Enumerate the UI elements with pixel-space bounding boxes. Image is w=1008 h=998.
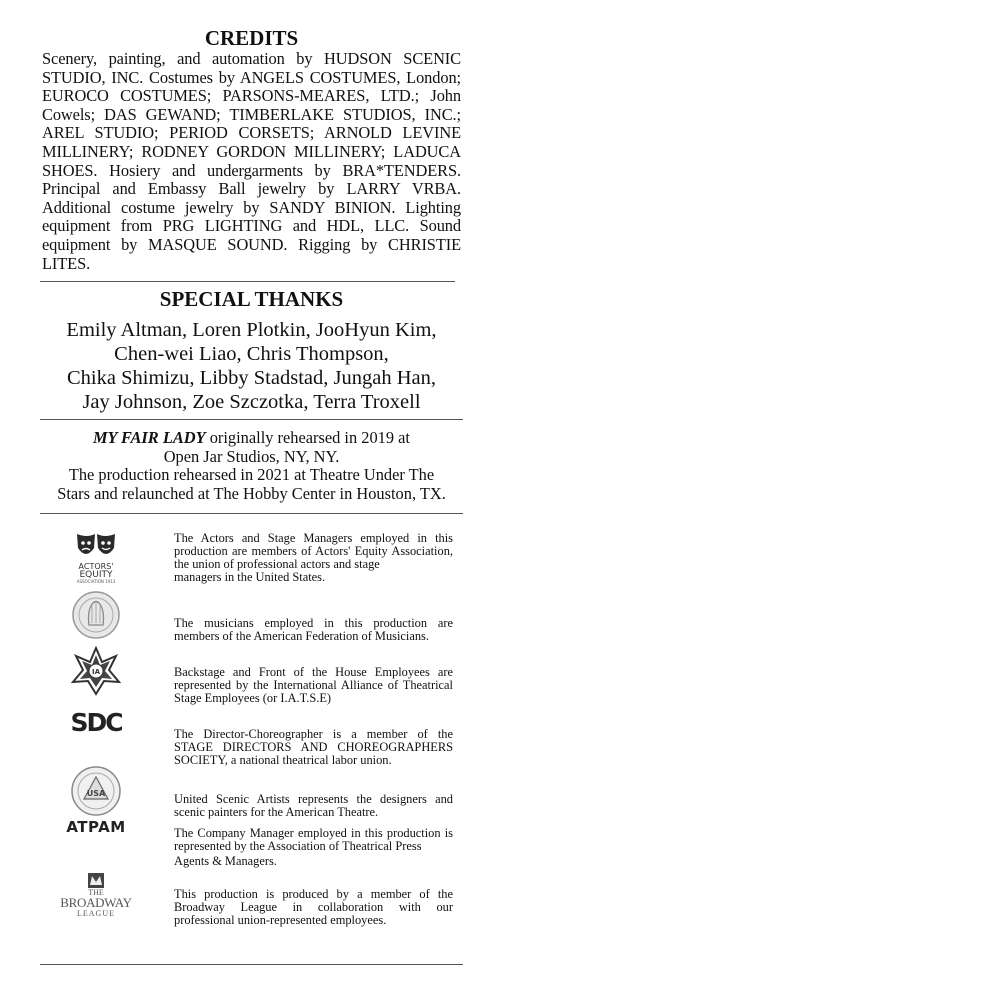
thanks-line: Jay Johnson, Zoe Szczotka, Terra Troxell <box>82 391 421 414</box>
special-thanks-names <box>40 318 463 414</box>
union-row-atpam <box>40 813 463 871</box>
league-logo-line2: BROADWAY <box>60 894 132 910</box>
rehearsal-note <box>40 429 463 503</box>
atpam-text-1: The Company Manager employed in this production is represented by the Association of Theatrical Press <box>174 825 453 853</box>
union-row-equity <box>40 532 463 590</box>
scenic-artists-seal-icon <box>70 765 122 817</box>
thanks-line: Emily Altman, Loren Plotkin, JooHyun Kim, <box>66 319 437 342</box>
sdc-logo <box>40 709 152 737</box>
broadway-league-logo <box>40 871 152 918</box>
atpam-logo <box>40 813 152 836</box>
credits-body: Scenery, painting, and automation by HUDSON SCENIC STUDIO, INC. Costumes by ANGELS COSTUMES, London; EUROCO COSTUMES; PARSONS-MEARES, LTD.; John Cowels; DAS GEWAND; TIMBERLAKE STUDIOS, INC.; AREL STUDIO; PERIOD CORSETS; ARNOLD LEVINE MILLINERY; RODNEY GORDON MILLINERY; LADUCA SHOES. Hosiery and undergarments by BRA*TENDERS. Principal and Embassy Ball jewelry by LARRY VRBA. Additional costume jewelry by SANDY BINION. Lighting equipment from PRG LIGHTING and HDL, LLC. Sound equipment by MASQUE SOUND. Rigging by CHRISTIE LITES. <box>42 49 461 273</box>
thanks-line: Chika Shimizu, Libby Stadstad, Jungah Han, <box>67 367 436 390</box>
iatse-text: Backstage and Front of the House Employees are represented by the International Alliance of Theatrical Stage Employees (or I.A.T.S.E) <box>174 664 453 706</box>
bottom-divider <box>40 964 463 965</box>
divider <box>40 419 463 420</box>
playbill-column <box>40 26 463 927</box>
thanks-line: Chen-wei Liao, Chris Thompson, <box>114 343 389 366</box>
union-list <box>40 532 463 927</box>
league-emblem-icon <box>87 871 105 889</box>
sdc-text: The Director-Choreographer is a member of the STAGE DIRECTORS AND CHOREOGRAPHERS SOCIETY, a national theatrical labor union. <box>174 726 453 768</box>
afm-text: The musicians employed in this production are members of the American Federation of Musicians. <box>174 615 453 643</box>
league-logo-line3: LEAGUE <box>77 908 115 918</box>
atpam-text-2: Agents & Managers. <box>174 854 277 869</box>
atpam-logo-text: ATPAM <box>66 817 126 836</box>
afm-logo <box>40 590 152 640</box>
atpam-text <box>174 827 453 869</box>
special-thanks-heading: SPECIAL THANKS <box>159 287 344 312</box>
league-logo-line1: THE <box>88 887 104 897</box>
sdc-logo-text: SDC <box>70 707 122 737</box>
credits-heading: CREDITS <box>204 26 299 50</box>
iatse-logo-text: IA <box>91 667 101 676</box>
theater-masks-icon <box>73 532 119 584</box>
equity-text <box>174 532 453 585</box>
usa-text: United Scenic Artists represents the designers and scenic painters for the American Theatre. <box>174 791 453 819</box>
iatse-logo <box>40 646 152 696</box>
musicians-seal-icon <box>71 590 121 640</box>
rehearsal-line-1 <box>40 429 463 448</box>
union-row-iatse <box>40 646 463 709</box>
show-title: MY FAIR LADY <box>92 428 206 448</box>
union-row-sdc <box>40 707 463 768</box>
equity-logo-line3: ASSOCIATION 1913 <box>76 578 116 584</box>
usa-logo <box>40 765 152 817</box>
usa-logo-text: USA <box>86 788 106 798</box>
divider <box>40 281 455 282</box>
actors-equity-logo <box>40 532 152 584</box>
union-row-usa <box>40 765 463 819</box>
union-row-afm <box>40 590 463 646</box>
broadway-league-text: This production is produced by a member of the Broadway League in collaboration with our professional union-represented employees. <box>174 886 453 928</box>
rehearsal-line-1-rest: originally rehearsed in 2019 at <box>205 428 410 448</box>
equity-text-2: managers in the United States. <box>174 570 326 585</box>
divider <box>40 513 463 514</box>
equity-text-1: The Actors and Stage Managers employed in this production are members of Actors' Equity Association, the union of professional actors and stage <box>174 530 453 572</box>
equity-logo-line1: ACTORS' <box>78 561 114 571</box>
iatse-cross-icon <box>69 646 123 696</box>
rehearsal-line-2: Open Jar Studios, NY, NY. <box>163 446 340 466</box>
equity-logo-line2: EQUITY <box>79 569 113 580</box>
rehearsal-line-4: Stars and relaunched at The Hobby Center in Houston, TX. <box>57 483 446 503</box>
rehearsal-line-3: The production rehearsed in 2021 at Theatre Under The <box>68 465 435 485</box>
union-row-broadway-league <box>40 871 463 927</box>
